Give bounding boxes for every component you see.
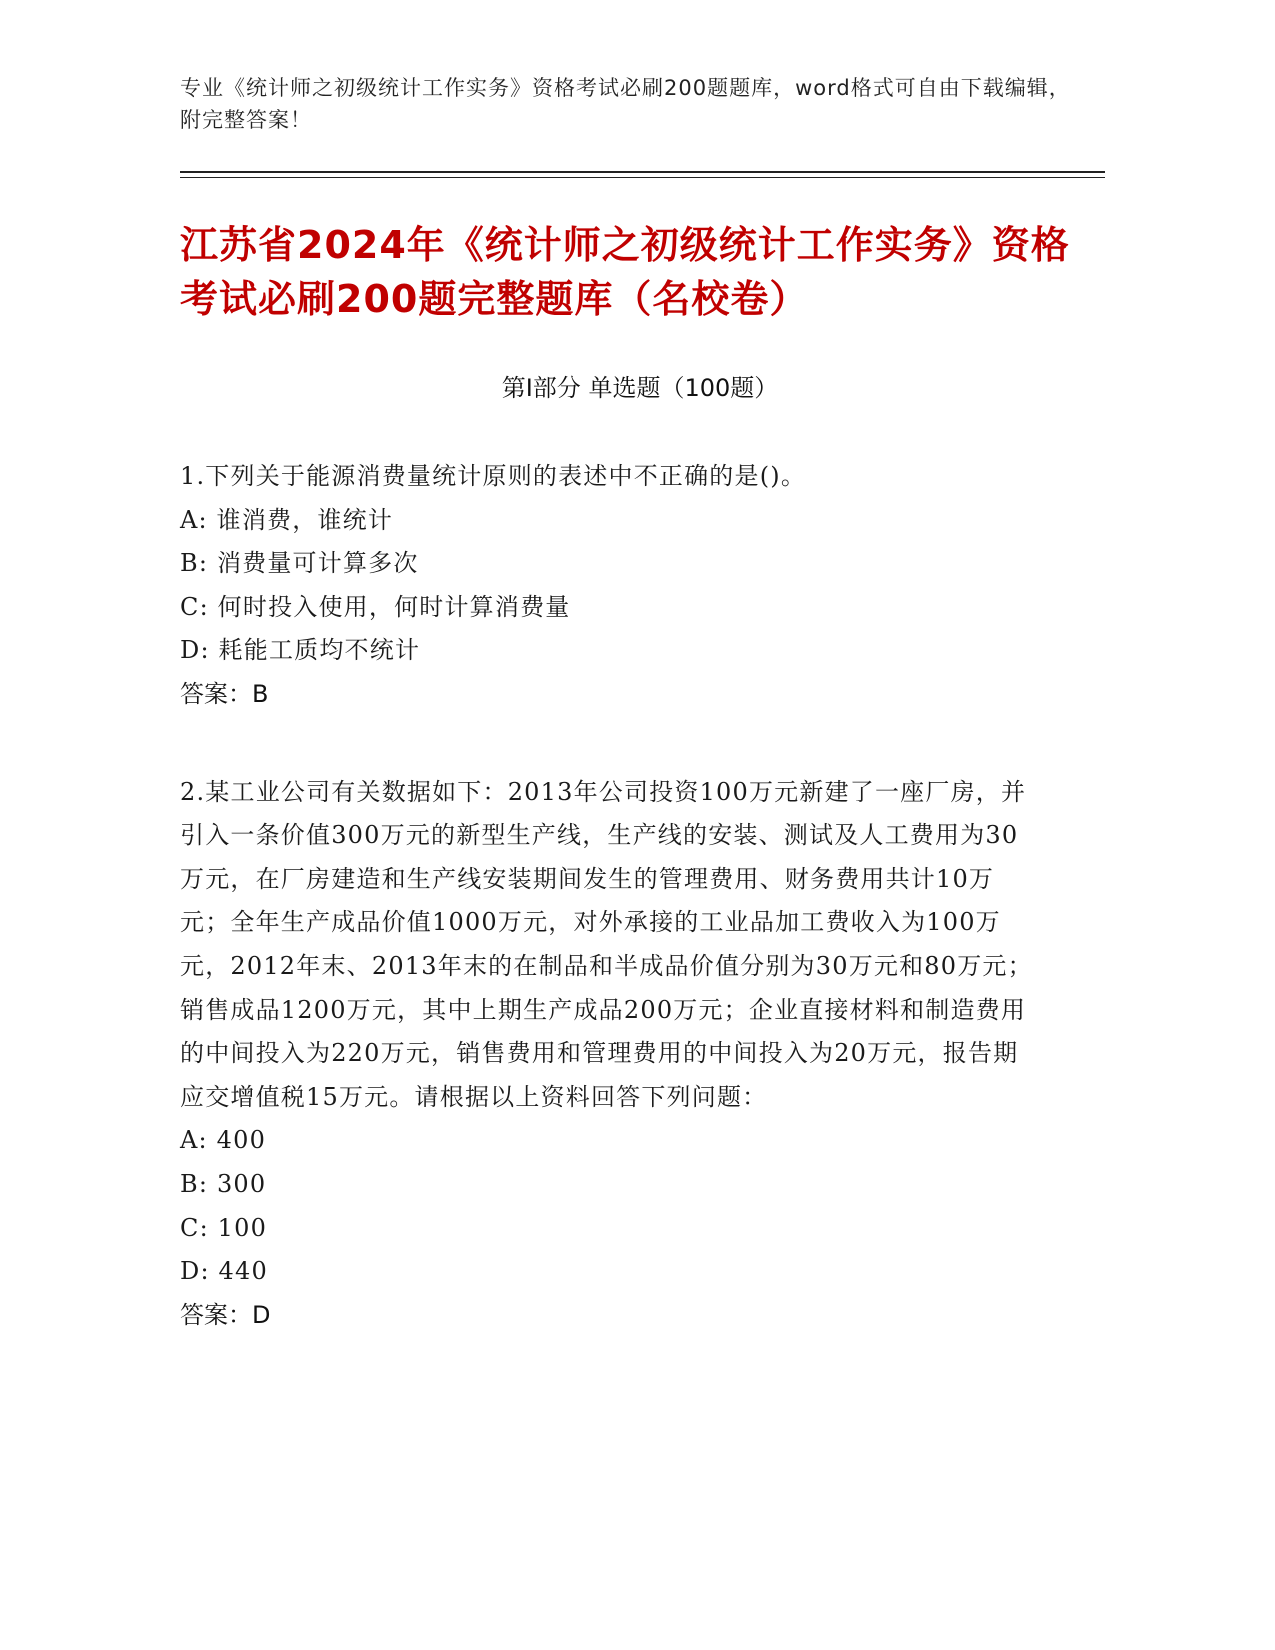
question-stem: 1.下列关于能源消费量统计原则的表述中不正确的是()。 xyxy=(180,462,807,490)
question-list xyxy=(180,455,1040,1391)
option-a: A: 谁消费，谁统计 xyxy=(180,505,394,534)
answer-line: 答案：B xyxy=(180,679,269,708)
option-c: C: 100 xyxy=(180,1213,268,1242)
document-title: 江苏省2024年《统计师之初级统计工作实务》资格考试必刷200题完整题库（名校卷） xyxy=(180,223,1070,321)
question-stem: 2.某工业公司有关数据如下：2013年公司投资100万元新建了一座厂房，并引入一条价值300万元的新型生产线，生产线的安装、测试及人工费用为30万元，在厂房建造和生产线安装期间发生的管理费用、财务费用共计10万元；全年生产成品价值1000万元，对外承接的工业品加工费收入为100万元，2012年末、2013年末的在制品和半成品价值分别为30万元和80万元；销售成品1200万元，其中上期生产成品200万元；企业直接材料和制造费用的中间投入为220万元，销售费用和管理费用的中间投入为20万元，报告期应交增值税15万元。请根据以上资料回答下列问题： xyxy=(180,777,1033,1111)
option-b: B: 300 xyxy=(180,1169,267,1198)
option-c: C: 何时投入使用，何时计算消费量 xyxy=(180,592,571,621)
header-divider-thin xyxy=(180,177,1105,178)
header-divider-thick xyxy=(180,171,1105,173)
question-2 xyxy=(180,771,1040,1338)
answer-line: 答案：D xyxy=(180,1300,271,1329)
option-b: B: 消费量可计算多次 xyxy=(180,549,419,578)
section-title: 第I部分 单选题（100题） xyxy=(501,374,779,402)
option-d: D: 耗能工质均不统计 xyxy=(180,636,421,665)
header-note: 专业《统计师之初级统计工作实务》资格考试必刷200题题库，word格式可自由下载编辑，附完整答案！ xyxy=(180,76,1071,132)
question-1 xyxy=(180,455,1040,717)
option-d: D: 440 xyxy=(180,1257,268,1286)
option-a: A: 400 xyxy=(180,1126,267,1155)
